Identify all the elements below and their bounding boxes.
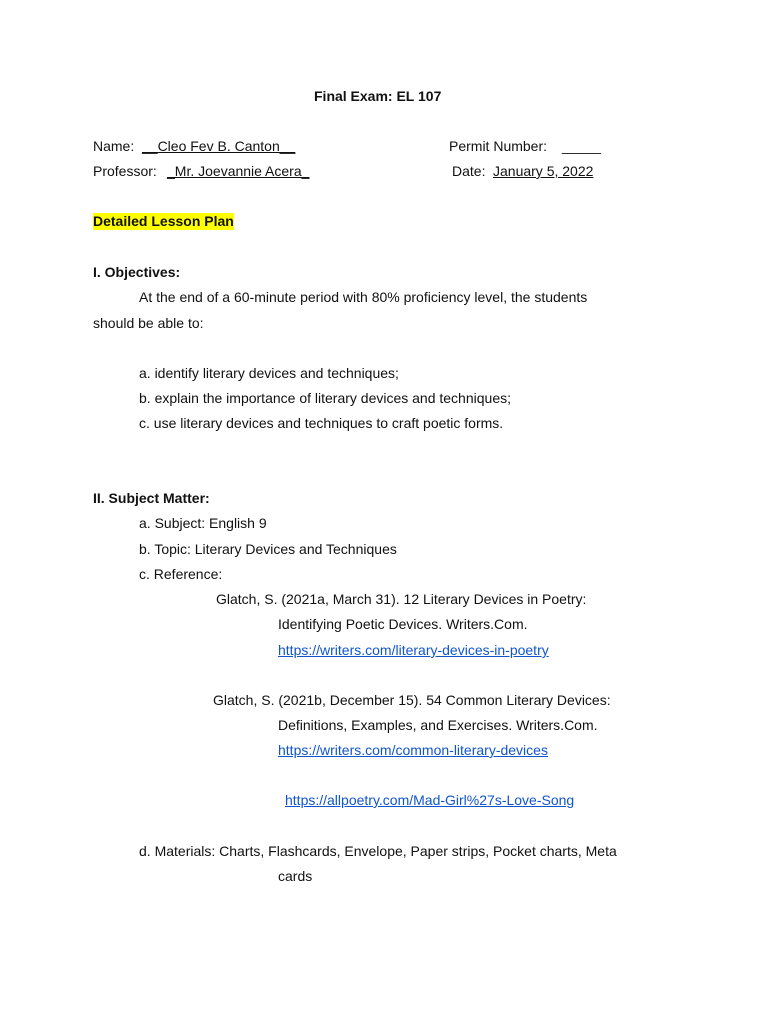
professor-value: _Mr. Joevannie Acera_: [167, 163, 310, 179]
reference-label: c. Reference:: [139, 566, 223, 582]
name-label: Name:: [93, 138, 135, 154]
lesson-plan-heading: Detailed Lesson Plan: [93, 213, 234, 229]
name-value: __Cleo Fev B. Canton__: [142, 138, 296, 154]
permit-value: _____: [562, 138, 601, 154]
document-title: Final Exam: EL 107: [314, 88, 442, 104]
objectives-intro-line1: At the end of a 60-minute period with 80% proficiency level, the students: [139, 289, 588, 305]
reference-2-line1: Glatch, S. (2021b, December 15). 54 Common Literary Devices:: [213, 692, 611, 708]
reference-1-line2: Identifying Poetic Devices. Writers.Com.: [278, 616, 528, 632]
topic-line: b. Topic: Literary Devices and Techniques: [139, 541, 397, 557]
objective-item-a: a. identify literary devices and techniques;: [139, 365, 399, 381]
subject-matter-heading: II. Subject Matter:: [93, 490, 210, 506]
reference-2-link[interactable]: https://writers.com/common-literary-devices: [278, 742, 548, 758]
date-label: Date:: [452, 163, 486, 179]
professor-label: Professor:: [93, 163, 157, 179]
permit-label: Permit Number:: [449, 138, 548, 154]
reference-1-link[interactable]: https://writers.com/literary-devices-in-poetry: [278, 642, 549, 658]
objective-item-b: b. explain the importance of literary devices and techniques;: [139, 390, 511, 406]
objective-item-c: c. use literary devices and techniques to craft poetic forms.: [139, 415, 504, 431]
date-value: January 5, 2022: [493, 163, 594, 179]
reference-3-link[interactable]: https://allpoetry.com/Mad-Girl%27s-Love-Song: [285, 792, 575, 808]
reference-2-line2: Definitions, Examples, and Exercises. Writers.Com.: [278, 717, 598, 733]
materials-line2: cards: [278, 868, 313, 884]
objectives-heading: I. Objectives:: [93, 264, 181, 280]
materials-line1: d. Materials: Charts, Flashcards, Envelope, Paper strips, Pocket charts, Meta: [139, 843, 617, 859]
reference-1-line1: Glatch, S. (2021a, March 31). 12 Literary Devices in Poetry:: [216, 591, 587, 607]
subject-line: a. Subject: English 9: [139, 515, 267, 531]
objectives-intro-line2: should be able to:: [93, 315, 204, 331]
